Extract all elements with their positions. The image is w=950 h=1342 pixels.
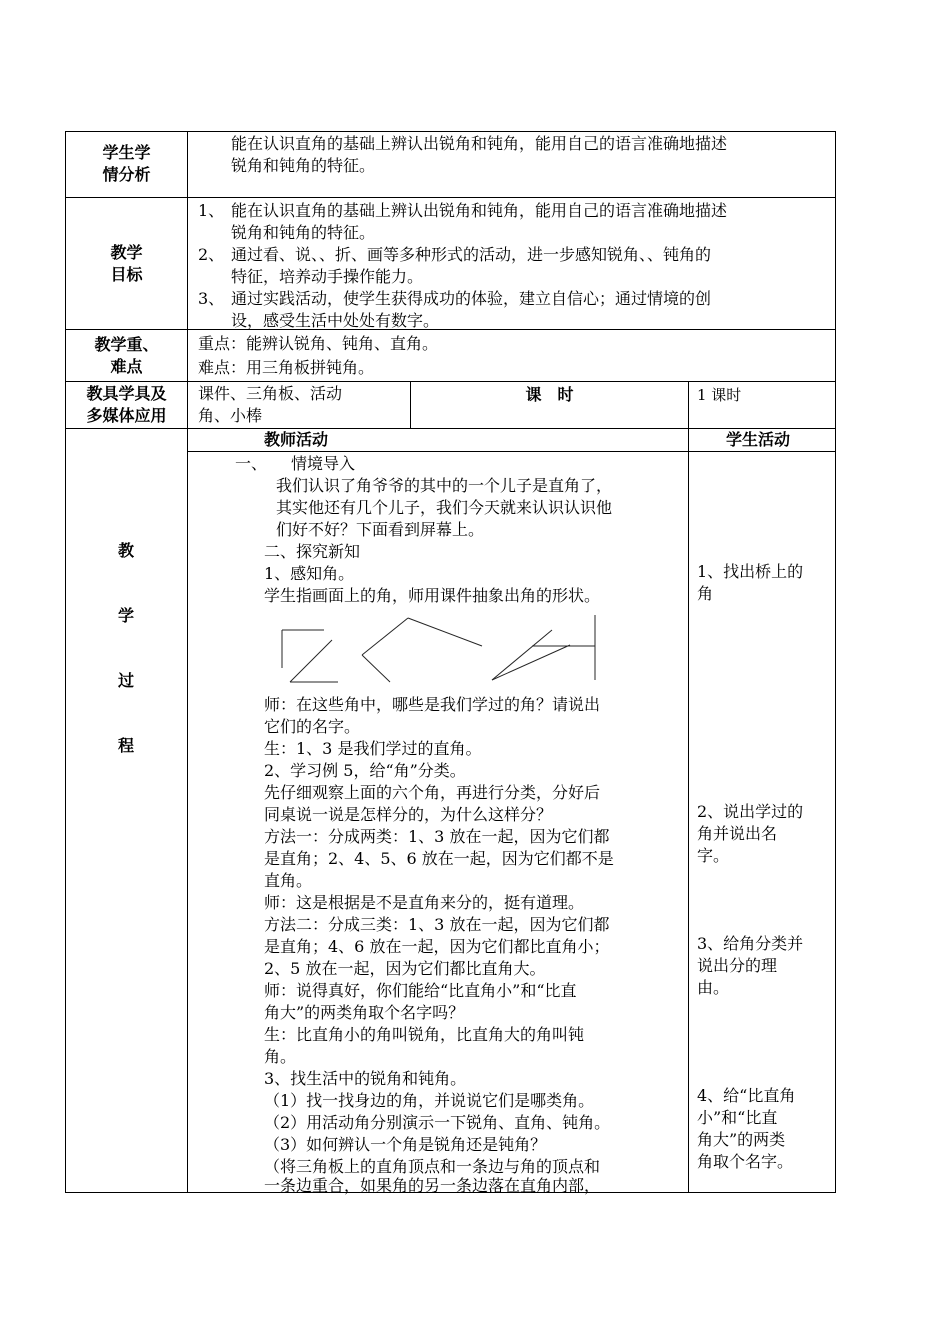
goal-item: 通过看、说、、折、画等多种形式的活动，进一步感知锐角、、钝角的 特征，培养动手操作能力。 <box>231 245 712 286</box>
table-border-left <box>65 131 66 1193</box>
row-divider <box>65 197 836 198</box>
table-border-right <box>835 131 836 1193</box>
angle-2-ray <box>290 640 332 682</box>
analysis-label: 学生学 情分析 <box>102 143 151 184</box>
tools-content: 课件、三角板、活动 角、小棒 <box>198 384 343 425</box>
teacher-line: 角。 <box>264 1047 297 1066</box>
teacher-line: 生：比直角小的角叫锐角，比直角大的角叫钝 <box>264 1025 585 1044</box>
process-label-char: 程 <box>118 736 135 755</box>
angle-5-ray <box>492 645 570 680</box>
key-points-label: 教学重、 难点 <box>94 335 159 376</box>
teacher-line: （将三角板上的直角顶点和一条边与角的顶点和 <box>264 1157 601 1176</box>
teacher-line: 生：1、3 是我们学过的直角。 <box>264 739 482 758</box>
student-item: 1、找出桥上的 角 <box>697 562 804 603</box>
student-item: 2、说出学过的 角并说出名 字。 <box>697 802 804 865</box>
angle-3-ray <box>362 618 408 655</box>
teacher-line: 一条边重合，如果角的另一条边落在直角内部， <box>264 1176 601 1195</box>
header-divider <box>187 451 836 452</box>
period-label: 课 时 <box>525 385 574 404</box>
teacher-line: 师：说得真好，你们能给“比直角小”和“比直 <box>264 981 577 1000</box>
process-label-char: 过 <box>118 671 135 690</box>
teacher-line: 是直角；2、4、5、6 放在一起，因为它们都不是 <box>264 849 614 868</box>
key-points-content: 重点：能辨认锐角、钝角、直角。 难点：用三角板拼钝角。 <box>198 334 439 377</box>
teacher-line: 2、学习例 5，给“角”分类。 <box>264 761 466 780</box>
goal-number: 3、 <box>198 289 225 308</box>
angles-illustration <box>270 610 610 690</box>
teacher-line: （2）用活动角分别演示一下锐角、直角、钝角。 <box>264 1113 611 1132</box>
goal-number: 1、 <box>198 201 225 220</box>
goals-label: 教学 目标 <box>110 243 143 284</box>
goal-number: 2、 <box>198 245 225 264</box>
teacher-line: 方法二：分成三类：1、3 放在一起，因为它们都 <box>264 915 610 934</box>
teacher-line: 方法一：分成两类：1、3 放在一起，因为它们都 <box>264 827 610 846</box>
teacher-line: 2、5 放在一起，因为它们都比直角大。 <box>264 959 546 978</box>
teacher-line: 们好不好？下面看到屏幕上。 <box>276 520 485 539</box>
teacher-activity-header: 教师活动 <box>264 430 329 449</box>
period-value: 1 课时 <box>697 386 742 404</box>
teacher-line: 直角。 <box>264 871 313 890</box>
process-label-char: 教 <box>118 541 135 560</box>
teacher-line: 先仔细观察上面的六个角，再进行分类，分好后 <box>264 783 601 802</box>
teacher-line: 1、感知角。 <box>264 564 355 583</box>
label-column-divider <box>187 131 188 1193</box>
section-heading: 二、探究新知 <box>264 542 361 561</box>
angle-5-ray <box>492 630 552 680</box>
section-heading: 3、找生活中的锐角和钝角。 <box>264 1069 467 1088</box>
teacher-line: 我们认识了角爷爷的其中的一个儿子是直角了， <box>276 476 613 495</box>
teacher-line: 师：在这些角中，哪些是我们学过的角？请说出 <box>264 695 601 714</box>
student-column-divider <box>688 381 689 1193</box>
teacher-line: 学生指画面上的角，师用课件抽象出角的形状。 <box>264 586 601 605</box>
student-activity-header: 学生活动 <box>726 430 791 449</box>
tools-label: 教具学具及 多媒体应用 <box>86 384 167 425</box>
row-divider <box>65 381 836 382</box>
student-item: 4、给“比直角 小”和“比直 角大”的两类 角取个名字。 <box>697 1086 796 1171</box>
analysis-content: 能在认识直角的基础上辨认出锐角和钝角，能用自己的语言准确地描述 锐角和钝角的特征。 <box>231 134 728 175</box>
teacher-line: （1）找一找身边的角，并说说它们是哪类角。 <box>264 1091 595 1110</box>
teacher-line: （3）如何辨认一个角是锐角还是钝角？ <box>264 1135 547 1154</box>
teacher-line: 它们的名字。 <box>264 717 361 736</box>
teacher-line: 角大”的两类角取个名字吗？ <box>264 1003 465 1022</box>
section-heading: 一、 情境导入 <box>235 454 356 473</box>
teacher-line: 其实他还有几个儿子，我们今天就来认识认识他 <box>276 498 613 517</box>
table-border-top <box>65 131 836 132</box>
teacher-line: 师：这是根据是不是直角来分的，挺有道理。 <box>264 893 585 912</box>
goal-item: 通过实践活动，使学生获得成功的体验，建立自信心；通过情境的创 设，感受生活中处处有数字。 <box>231 289 712 330</box>
process-label-char: 学 <box>118 606 135 625</box>
row-divider <box>65 428 836 429</box>
teacher-line: 同桌说一说是怎样分的，为什么这样分？ <box>264 805 553 824</box>
angle-3-ray <box>362 655 390 682</box>
angle-4-ray <box>408 618 482 646</box>
table-border-bottom-right <box>688 1192 836 1193</box>
teacher-line: 是直角；4、6 放在一起，因为它们都比直角小； <box>264 937 610 956</box>
student-item: 3、给角分类并 说出分的理 由。 <box>697 934 804 997</box>
goal-item: 能在认识直角的基础上辨认出锐角和钝角，能用自己的语言准确地描述 锐角和钝角的特征。 <box>231 201 728 242</box>
